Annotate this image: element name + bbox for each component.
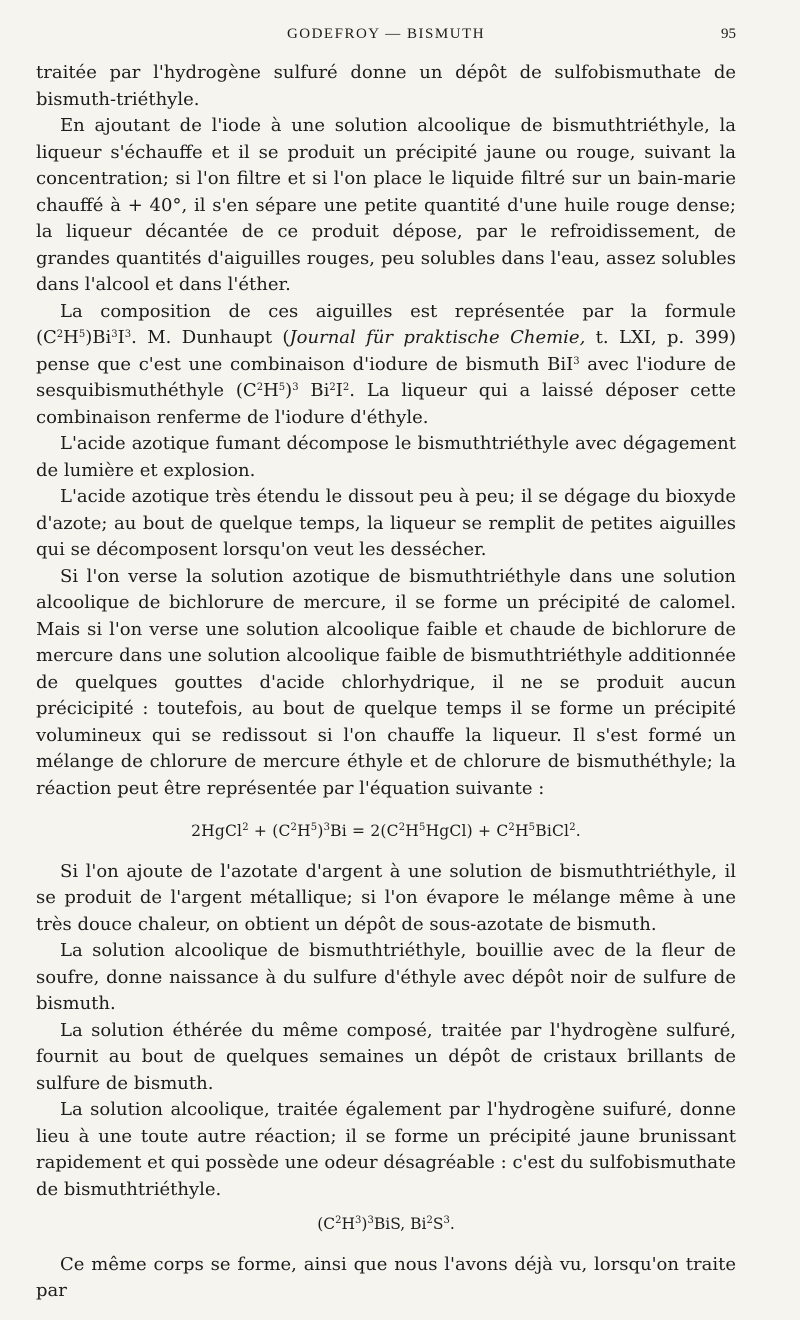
paragraph-7: Si l'on ajoute de l'azotate d'argent à une solution de bismuthtriéthyle, il se produit de l'argent métallique; si l'on évapore le mélange même à une très douce chaleur, on obtient un dépôt de sous-azotate de bismuth. [36, 860, 736, 935]
paragraph-5: L'acide azotique très étendu le dissout peu à peu; il se dégage du bioxyde d'azote; au bout de quelque temps, la liqueur se remplit de petites aiguilles qui se décomposent lorsqu'on veut les dessécher. [36, 486, 736, 560]
paragraph-3: La composition de ces aiguilles est représentée par la formule $(C^2H^5)Bi^3I^3$. M. Dunhaupt (Journal für praktische Chemie, t. LXI, p. 399) pense que c'est une combinaison d'iodure de bismuth BiI$^3$ avec l'iodure de sesquibismuthéthyle $(C^2H^5)^3$ $Bi^2I^2$. La liqueur qui a laissé déposer cette combinaison renferme de l'iodure d'éthyle. [36, 300, 737, 428]
paragraph-8: La solution alcoolique de bismuthtriéthyle, bouillie avec de la fleur de soufre, donne naissance à du sulfure d'éthyle avec dépôt noir de sulfure de bismuth. [36, 940, 736, 1014]
page-header [36, 26, 736, 54]
paragraph-1: traitée par l'hydrogène sulfuré donne un dépôt de sulfobismuthate de bismuth-triéthyle. [36, 62, 736, 110]
paragraph-4: L'acide azotique fumant décompose le bismuthtriéthyle avec dégagement de lumière et explosion. [36, 433, 736, 481]
journal-title: Journal für praktische Chemie, [289, 327, 586, 348]
paragraph-11: Ce même corps se forme, ainsi que nous l'avons déjà vu, lorsqu'on traite par [36, 1253, 736, 1301]
paragraph-9: La solution éthérée du même composé, traitée par l'hydrogène sulfuré, fournit au bout de quelques semaines un dépôt de cristaux brillants de sulfure de bismuth. [36, 1019, 736, 1094]
body-text [36, 60, 736, 1305]
document-page [36, 26, 736, 1305]
paragraph-2: En ajoutant de l'iode à une solution alcoolique de bismuthtriéthyle, la liqueur s'échauffe et il se produit un précipité jaune ou rouge, suivant la concentration; si l'on filtre et si l'on place le liquide filtré sur un bain-marie chauffé à + 40°, il s'en sépare une petite quantité d'une huile rouge dense; la liqueur décantée de ce produit dépose, par le refroidissement, de grandes quantités d'aiguilles rouges, peu solubles dans l'eau, assez solubles dans l'alcool et dans l'éther. [36, 115, 736, 295]
chemical-equation: 2HgCl$^2$ + $(C^2H^5)^3Bi$ = $2(C^2H^5HgCl)$ + $C^2H^5BiCl^2$. [191, 822, 581, 840]
chemical-formula: $(C^2H^3)^3BiS$, $Bi^2S^3$. [317, 1215, 455, 1233]
paragraph-10: La solution alcoolique, traitée également par l'hydrogène suifuré, donne lieu à une toute autre réaction; il se forme un précipité jaune brunissant rapidement et qui possède une odeur désagréable : c'est du sulfobismuthate de bismuthtriéthyle. [36, 1099, 736, 1200]
page-number: 95 [721, 26, 736, 42]
running-head: GODEFROY — BISMUTH [286, 26, 486, 42]
paragraph-6: Si l'on verse la solution azotique de bismuthtriéthyle dans une solution alcoolique de bichlorure de mercure, il se forme un précipité de calomel. Mais si l'on verse une solution alcoolique faible et chaude de bichlorure de mercure dans une solution alcoolique faible de bismuthtriéthyle additionnée de quelques gouttes d'acide chlorhydrique, il ne se produit aucun précicipité : toutefois, au bout de quelque temps il se forme un précipité volumineux qui se redissout si l'on chauffe la liqueur. Il s'est formé un mélange de chlorure de mercure éthyle et de chlorure de bismuthéthyle; la réaction peut être représentée par l'équation suivante : [36, 565, 736, 799]
